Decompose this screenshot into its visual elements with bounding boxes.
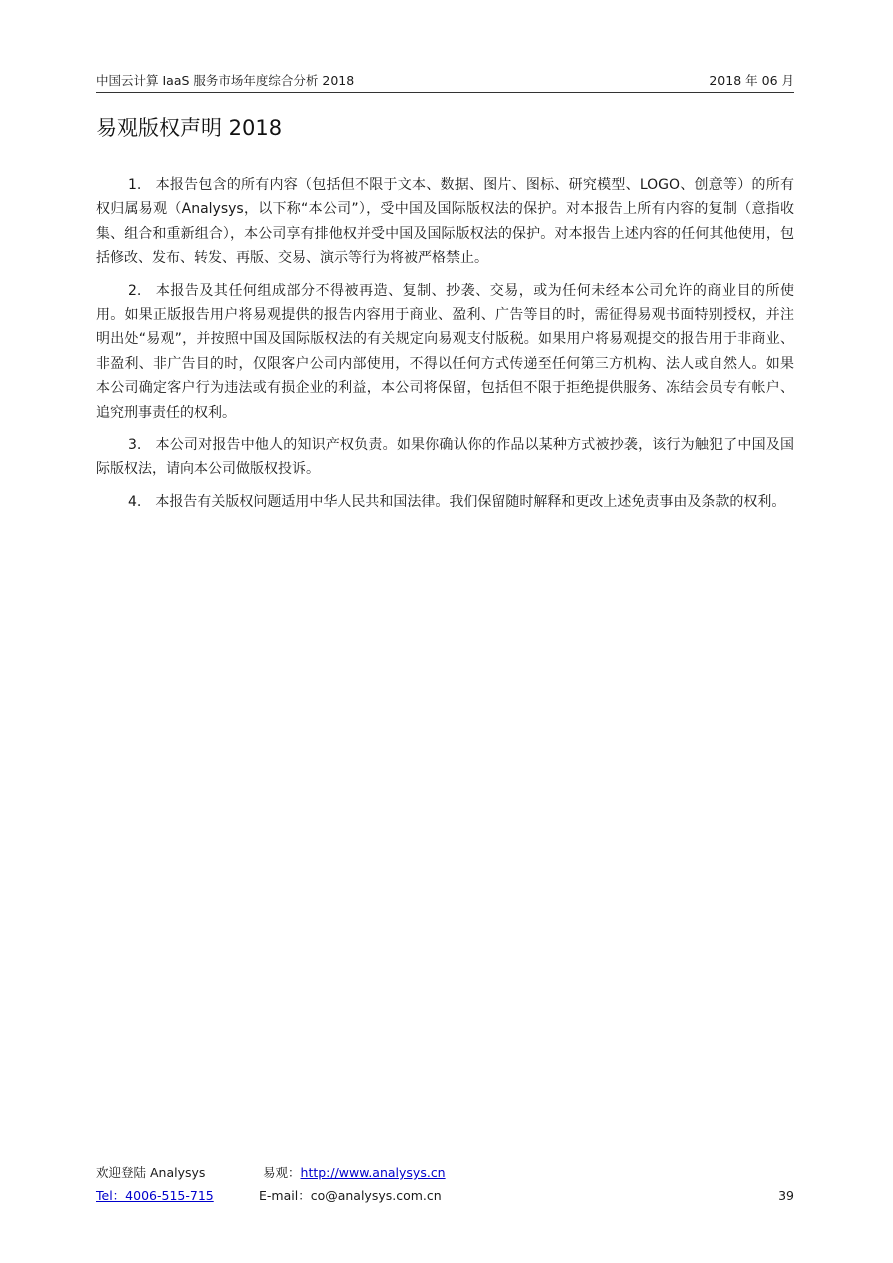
header-date: 2018 年 06 月 bbox=[709, 73, 794, 88]
page-title: 易观版权声明 2018 bbox=[96, 116, 283, 140]
clause-2 bbox=[96, 279, 794, 425]
page-header bbox=[96, 72, 794, 93]
clause-4 bbox=[96, 490, 794, 514]
clause-1 bbox=[96, 173, 794, 271]
phone-link[interactable]: Tel：4006-515-715 bbox=[96, 1188, 214, 1203]
clause-text: 本报告及其任何组成部分不得被再造、复制、抄袭、交易，或为任何未经本公司允许的商业目的所使用。如果正版报告用户将易观提供的报告内容用于商业、盈利、广告等目的时，需征得易观书面特别授权，并注明出处“易观”，并按照中国及国际版权法的有关规定向易观支付版税。如果用户将易观提交的报告用于非商业、非盈利、非广告目的时，仅限客户公司内部使用，不得以任何方式传递至任何第三方机构、法人或自然人。如果本公司确定客户行为违法或有损企业的利益，本公司将保留，包括但不限于拒绝提供服务、冻结会员专有帐户、追究刑事责任的权利。 bbox=[96, 282, 794, 421]
clause-text: 本报告有关版权问题适用中华人民共和国法律。我们保留随时解释和更改上述免责事由及条款的权利。 bbox=[155, 493, 786, 510]
website-link[interactable]: http://www.analysys.cn bbox=[300, 1165, 446, 1180]
clause-text: 本报告包含的所有内容（包括但不限于文本、数据、图片、图标、研究模型、LOGO、创意等）的所有权归属易观（Analysys，以下称“本公司”），受中国及国际版权法的保护。对本报告上所有内容的复制（意指收集、组合和重新组合），本公司享有排他权并受中国及国际版权法的保护。对本报告上述内容的任何其他使用，包括修改、发布、转发、再版、交易、演示等行为将被严格禁止。 bbox=[96, 177, 794, 267]
footer-site bbox=[263, 1164, 446, 1182]
clause-number: 4. bbox=[128, 493, 142, 510]
page-footer bbox=[96, 1160, 794, 1210]
clause-number: 1. bbox=[128, 177, 142, 193]
footer-welcome: 欢迎登陆 Analysys bbox=[96, 1165, 206, 1180]
clause-number: 3. bbox=[128, 437, 142, 454]
copyright-statement bbox=[96, 173, 794, 522]
clause-text: 本公司对报告中他人的知识产权负责。如果你确认你的作品以某种方式被抄袭，该行为触犯了中国及国际版权法，请向本公司做版权投诉。 bbox=[96, 437, 794, 478]
page-number: 39 bbox=[778, 1188, 794, 1203]
footer-site-label: 易观： bbox=[263, 1165, 301, 1180]
footer-email: E-mail：co@analysys.com.cn bbox=[259, 1188, 442, 1203]
header-report-title: 中国云计算 IaaS 服务市场年度综合分析 2018 bbox=[96, 73, 355, 88]
clause-number: 2. bbox=[128, 282, 142, 299]
clause-3 bbox=[96, 433, 794, 482]
